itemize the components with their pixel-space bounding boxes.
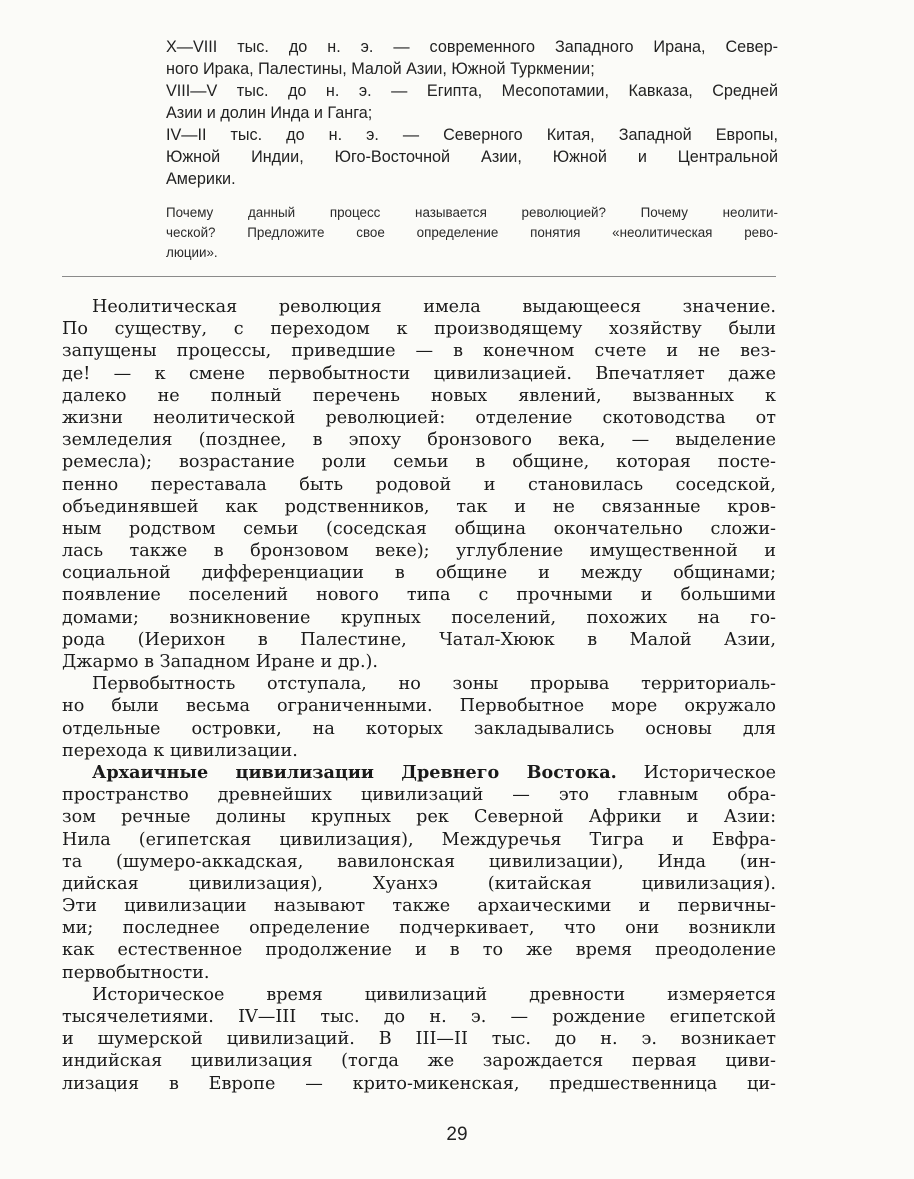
inset-line: IV—II тыс. до н. э. — Северного Китая, Западной Европы, xyxy=(166,126,778,144)
question-line: Почему данный процесс называется революцией? Почему неолити- xyxy=(166,205,778,220)
text-line: та (шумеро-аккадская, вавилонская цивилизации), Инда (ин- xyxy=(62,851,776,872)
text-line: ным родством семьи (соседская община окончательно сложи- xyxy=(62,518,776,539)
text-line: и шумерской цивилизаций. В III—II тыс. до н. э. возникает xyxy=(62,1029,776,1050)
text-line: объединявшей как родственников, так и не связанные кров- xyxy=(62,496,776,517)
inset-line: ного Ирака, Палестины, Малой Азии, Южной Туркмении; xyxy=(166,60,595,78)
text-fragment: Историческое xyxy=(616,762,776,783)
text-line: лась также в бронзовом веке); углубление имущественной и xyxy=(62,541,776,562)
text-line: домами; возникновение крупных поселений, похожих на го- xyxy=(62,607,776,628)
text-line: как естественное продолжение и в то же время преодоление xyxy=(62,940,776,961)
section-divider xyxy=(62,276,776,277)
text-line: земледелия (позднее, в эпоху бронзового века, — выделение xyxy=(62,430,776,451)
text-line: Неолитическая революция имела выдающееся значение. xyxy=(92,297,776,317)
text-line: Джармо в Западном Иране и др.). xyxy=(62,652,378,672)
main-text xyxy=(62,296,776,1095)
text-line: социальной дифференциации в общине и между общинами; xyxy=(62,563,776,584)
inset-line: Азии и долин Инда и Ганга; xyxy=(166,104,373,122)
text-line: зом речные долины крупных рек Северной Африки и Азии: xyxy=(62,807,776,828)
text-line: далеко не полный перечень новых явлений, вызванных к xyxy=(62,385,776,406)
inset-dates-list xyxy=(166,36,778,190)
text-line: де! — к смене первобытности цивилизацией. Впечатляет даже xyxy=(62,363,776,384)
text-line: пенно переставала быть родовой и становилась соседской, xyxy=(62,474,776,495)
text-line: лизация в Европе — крито-микенская, предшественница ци- xyxy=(62,1073,776,1094)
question-line: ческой? Предложите свое определение понятия «неолитическая рево- xyxy=(166,225,778,240)
inset-line: X—VIII тыс. до н. э. — современного Западного Ирана, Север- xyxy=(166,38,778,56)
section-heading: Архаичные цивилизации Древнего Востока. xyxy=(92,761,617,783)
page-number: 29 xyxy=(446,1124,468,1145)
text-line: индийская цивилизация (тогда же зарождается первая циви- xyxy=(62,1051,776,1072)
text-line: ми; последнее определение подчеркивает, что они возникли xyxy=(62,918,776,939)
text-line: запущены процессы, приведшие — в конечном счете и не вез- xyxy=(62,341,776,362)
review-question xyxy=(166,203,778,263)
inset-line: Южной Индии, Юго-Восточной Азии, Южной и Центральной xyxy=(166,148,778,166)
text-line: первобытности. xyxy=(62,962,210,983)
text-line: перехода к цивилизации. xyxy=(62,740,298,761)
text-line: ремесла); возрастание роли семьи в общине, которая посте- xyxy=(62,452,776,473)
text-line: Историческое время цивилизаций древности измеряется xyxy=(92,984,776,1005)
text-line: но были весьма ограниченными. Первобытное море окружало xyxy=(62,696,776,717)
text-line: появление поселений нового типа с прочными и большими xyxy=(62,585,776,606)
text-line: дийская цивилизация), Хуанхэ (китайская цивилизация). xyxy=(62,873,776,894)
inset-line: Америки. xyxy=(166,170,236,188)
question-line: люции». xyxy=(166,245,218,260)
text-line: пространство древнейших цивилизаций — это главным обра- xyxy=(62,785,776,806)
inset-line: VIII—V тыс. до н. э. — Египта, Месопотамии, Кавказа, Средней xyxy=(166,82,778,100)
text-line: Первобытность отступала, но зоны прорыва территориаль- xyxy=(92,674,776,695)
text-line: рода (Иерихон в Палестине, Чатал-Хююк в Малой Азии, xyxy=(62,629,776,650)
text-line: Эти цивилизации называют также архаическими и первичны- xyxy=(62,896,776,917)
text-line xyxy=(62,762,776,784)
text-line: жизни неолитической революцией: отделение скотоводства от xyxy=(62,407,776,428)
text-line: тысячелетиями. IV—III тыс. до н. э. — рождение египетской xyxy=(62,1007,776,1027)
text-line: Нила (египетская цивилизация), Междуречья Тигра и Евфра- xyxy=(62,829,776,850)
text-line: По существу, с переходом к производящему хозяйству были xyxy=(62,319,776,340)
text-line: отдельные островки, на которых закладывались основы для xyxy=(62,718,776,739)
